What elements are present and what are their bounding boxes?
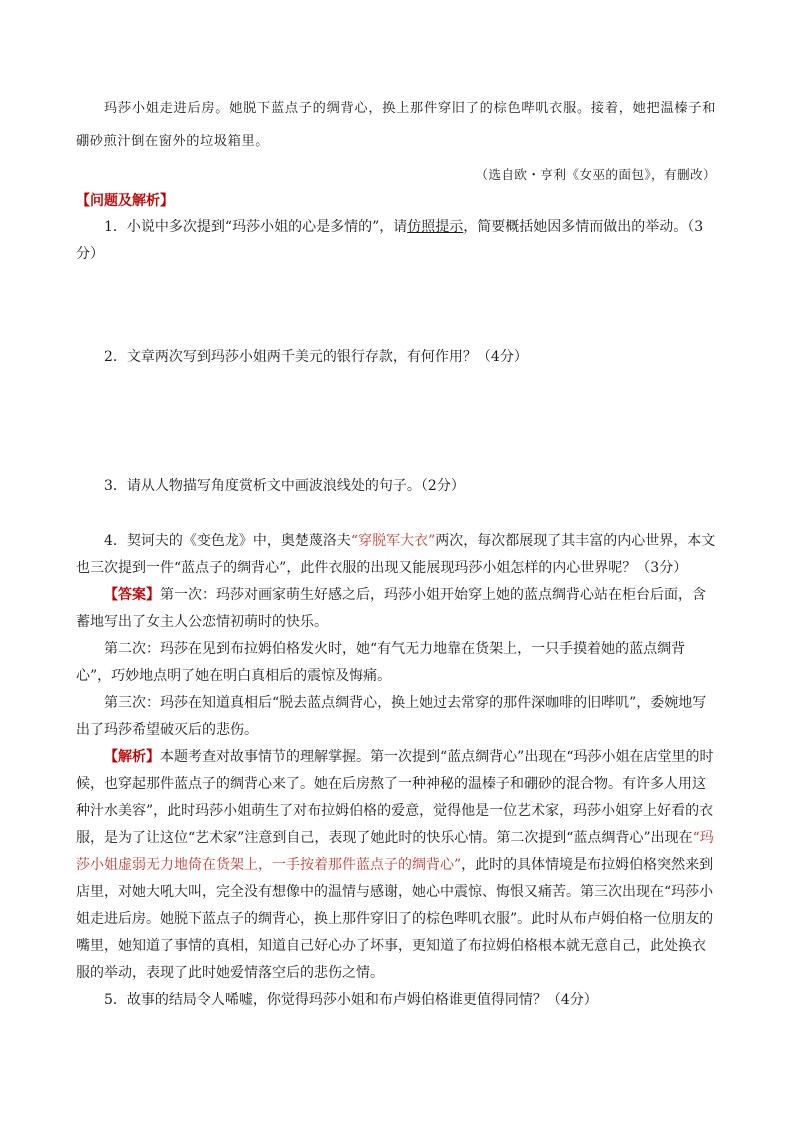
analysis-label: 【解析】: [104, 749, 160, 765]
answer-space-2: [76, 371, 716, 473]
story-excerpt: 玛莎小姐走进后房。她脱下蓝点子的绸背心，换上那件穿旧了的棕色哔叽衣服。接着，她把温榛子和硼砂煎汁倒在窗外的垃圾箱里。: [76, 101, 716, 149]
analysis-quote: “玛莎小姐虚弱无力地倚在货架上，一手按着那件蓝点子的绸背心”: [76, 830, 714, 873]
question-1-text-b: ，简要概括她因多情而做出的举动。（3分）: [76, 219, 704, 262]
answer-first: [76, 582, 716, 636]
question-2: 2．文章两次写到玛莎小姐两千美元的银行存款，有何作用？（4分）: [104, 349, 528, 365]
question-4-highlight: “穿脱军大衣”: [350, 533, 436, 549]
question-5: 5．故事的结局令人唏嘘，你觉得玛莎小姐和布卢姆伯格谁更值得同情？（4分）: [104, 992, 598, 1008]
answer-space-3: [76, 500, 716, 528]
analysis: [76, 744, 716, 987]
answer-label: 【答案】: [104, 587, 160, 603]
analysis-text-b: ，此时的具体情境是布拉姆伯格突然来到店里，对她大吼大叫，完全没有想像中的温情与感谢，她心中震惊、悔恨又痛苦。第三次出现在“玛莎小姐走进后房。她脱下蓝点子的绸背心，换上那件穿旧了的棕色哔叽衣服”。此时从布卢姆伯格一位朋友的嘴里，她知道了事情的真相，知道自己好心办了坏事，更知道了布拉姆伯格根本就无意自己，此处换衣服的举动，表现了此时她爱情落空后的悲伤之情。: [76, 857, 714, 981]
question-4-text-a: 4．契诃夫的《变色龙》中，奥楚蔑洛夫: [104, 533, 351, 549]
analysis-text-a: 本题考查对故事情节的理解掌握。第一次提到“蓝点绸背心”出现在“玛莎小姐在店堂里的时候，也穿起那件蓝点子的绸背心来了。她在后房熬了一种神秘的温榛子和硼砂的混合物。有许多人用这种汁水美容”，此时玛莎小姐萌生了对布拉姆伯格的爱意，觉得他是一位艺术家，玛莎小姐穿上好看的衣服，是为了让这位“艺术家”注意到自己，表现了她此时的快乐心情。第二次提到“蓝点绸背心”出现在: [76, 749, 714, 846]
answer-first-text: 第一次：玛莎对画家萌生好感之后，玛莎小姐开始穿上她的蓝点绸背心站在柜台后面，含蓄地写出了女主人公恋情初萌时的快乐。: [76, 587, 706, 630]
document-page: [76, 92, 716, 1014]
answer-second: 第二次：玛莎在见到布拉姆伯格发火时，她“有气无力地靠在货架上，一只手摸着她的蓝点绸背心”，巧妙地点明了她在明白真相后的震惊及悔痛。: [76, 641, 686, 684]
question-4-text-b: 两次，每次都展现了其丰富的内心世界，本文也三次提到一件“蓝点子的绸背心”，此件衣服的出现又能展现玛莎小姐怎样的内心世界呢？（3分）: [76, 533, 716, 576]
question-3: 3．请从人物描写角度赏析文中画波浪线处的句子。（2分）: [104, 478, 465, 494]
question-1-text-a: 1．小说中多次提到“玛莎小姐的心是多情的”，请: [104, 219, 408, 235]
question-1: [76, 214, 716, 268]
excerpt-source: （选自欧・亨利《女巫的面包》，有删改）: [475, 167, 716, 182]
question-4: [76, 528, 716, 582]
question-1-underlined: 仿照提示: [407, 219, 464, 235]
answer-third: 第三次：玛莎在知道真相后“脱去蓝点绸背心，换上她过去常穿的那件深咖啡的旧哔叽”，委婉地写出了玛莎希望破灭后的悲伤。: [76, 695, 707, 738]
answer-space-1: [76, 268, 716, 344]
section-heading: 【问题及解析】: [76, 193, 174, 209]
